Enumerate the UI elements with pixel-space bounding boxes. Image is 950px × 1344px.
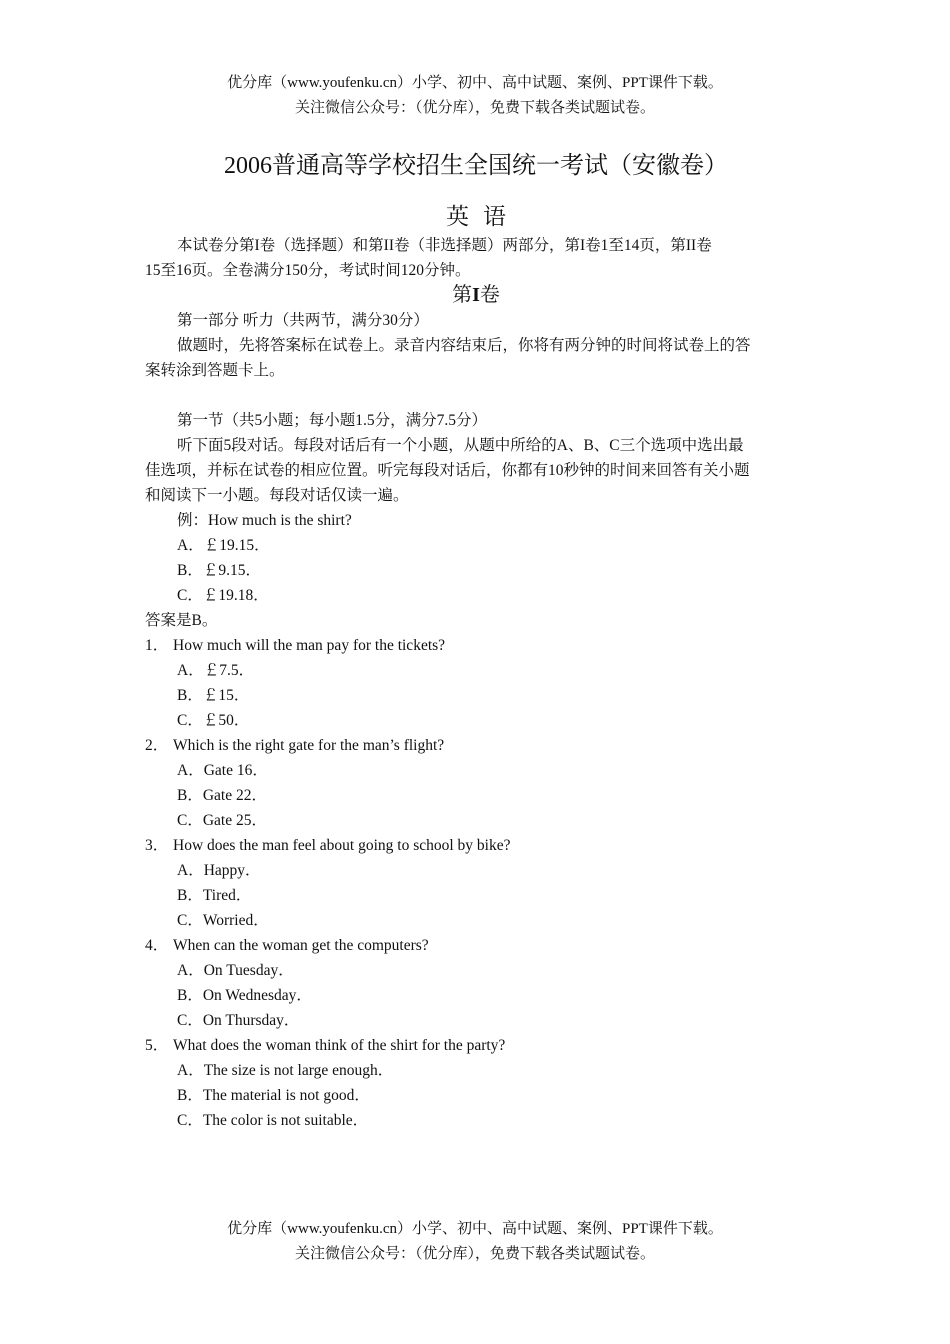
question-3 [145,833,807,858]
question-2-option-a: A．Gate 16． [177,762,268,779]
example-question: 例：How much is the shirt? [177,512,352,529]
part1-heading: 第一部分 听力（共两节，满分30分） [177,312,429,329]
question-2 [145,733,807,758]
question-5 [145,1033,807,1058]
question-4 [145,933,807,958]
question-number: 2． [145,737,169,754]
intro-line-1: 本试卷分第I卷（选择题）和第II卷（非选择题）两部分，第I卷1至14页，第II卷 [177,237,712,254]
question-number: 3． [145,837,169,854]
question-2-option-c: C．Gate 25． [177,812,267,829]
part1-instruction-line-1: 做题时，先将答案标在试卷上。录音内容结束后，你将有两分钟的时间将试卷上的答 [177,337,751,354]
volume-numeral: I [472,284,480,306]
page-header [0,71,950,121]
question-4-option-b: B．On Wednesday． [177,987,312,1004]
question-1 [145,633,807,658]
question-1-option-b: B．￡15． [177,687,250,704]
example-answer: 答案是B。 [145,612,218,629]
spacer [145,383,807,408]
question-5-option-c: C．The color is not suitable． [177,1112,369,1129]
intro-line-2: 15至16页。全卷满分150分，考试时间120分钟。 [145,262,471,279]
question-number: 1． [145,637,169,654]
subject-title: 英语 [446,204,520,229]
volume-heading [145,283,807,308]
question-text: When can the woman get the computers? [173,937,429,954]
header-line-1: 优分库（www.youfenku.cn）小学、初中、高中试题、案例、PPT课件下载。 [227,75,723,91]
question-text: How does the man feel about going to school by bike? [173,837,511,854]
question-number: 4． [145,937,169,954]
section1-heading: 第一节（共5小题；每小题1.5分，满分7.5分） [177,412,488,429]
question-2-option-b: B．Gate 22． [177,787,267,804]
footer-line-1: 优分库（www.youfenku.cn）小学、初中、高中试题、案例、PPT课件下载。 [227,1221,723,1237]
question-5-option-a: A．The size is not large enough． [177,1062,394,1079]
question-3-option-b: B．Tired． [177,887,252,904]
question-4-option-c: C．On Thursday． [177,1012,300,1029]
part1-instruction-line-2: 案转涂到答题卡上。 [145,362,285,379]
example-option-b: B．￡9.15． [177,562,261,579]
question-1-option-c: C．￡50． [177,712,250,729]
volume-prefix: 第 [452,284,473,306]
exam-title: 2006普通高等学校招生全国统一考试（安徽卷） [224,153,728,179]
question-number: 5． [145,1037,169,1054]
section1-instruction-line-3: 和阅读下一小题。每段对话仅读一遍。 [145,487,409,504]
footer-line-2: 关注微信公众号：（优分库），免费下载各类试题试卷。 [294,1246,655,1262]
example-option-c: C．￡19.18． [177,587,269,604]
header-line-2: 关注微信公众号：（优分库），免费下载各类试题试卷。 [294,100,655,116]
section1-instruction-line-2: 佳选项，并标在试卷的相应位置。听完每段对话后，你都有10秒钟的时间来回答有关小题 [145,462,750,479]
question-text: Which is the right gate for the man’s flight? [173,737,445,754]
example-option-a: A．￡19.15． [177,537,270,554]
question-text: What does the woman think of the shirt for the party? [173,1037,506,1054]
exam-content [145,148,807,1133]
page-footer [0,1217,950,1267]
question-3-option-a: A．Happy． [177,862,261,879]
section1-instruction-line-1: 听下面5段对话。每段对话后有一个小题，从题中所给的A、B、C三个选项中选出最 [177,437,744,454]
question-4-option-a: A．On Tuesday． [177,962,294,979]
question-1-option-a: A．￡7.5． [177,662,255,679]
question-3-option-c: C．Worried． [177,912,269,929]
volume-suffix: 卷 [479,284,500,306]
question-5-option-b: B．The material is not good． [177,1087,370,1104]
question-text: How much will the man pay for the tickets? [173,637,446,654]
